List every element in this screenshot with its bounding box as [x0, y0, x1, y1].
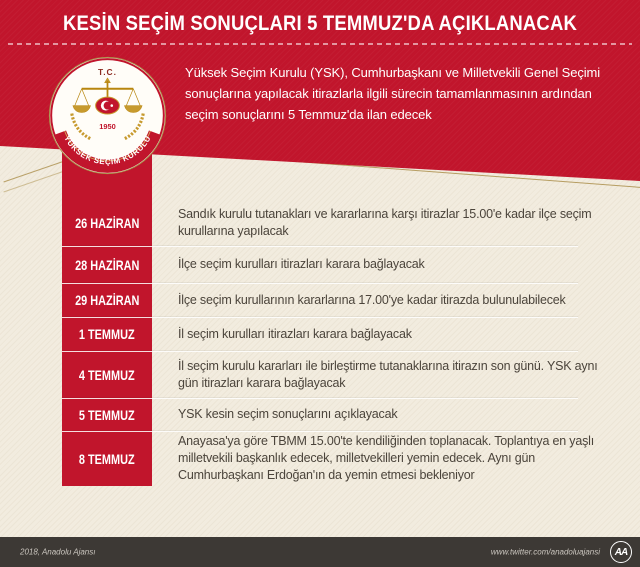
- timeline-row: [62, 351, 602, 398]
- timeline-row: [62, 200, 602, 246]
- logo-year: 1950: [99, 121, 116, 131]
- date-cell: [62, 200, 152, 246]
- date-cell: [62, 283, 152, 317]
- date-label: 8 TEMMUZ: [79, 450, 135, 467]
- timeline-row: [62, 317, 602, 351]
- dashed-divider: [8, 43, 632, 45]
- date-label: 5 TEMMUZ: [79, 406, 135, 423]
- credit-text: 2018, Anadolu Ajansı: [20, 547, 96, 557]
- page-title: KESİN SEÇİM SONUÇLARI 5 TEMMUZ'DA AÇIKLANACAK: [62, 12, 578, 35]
- date-cell: [62, 317, 152, 351]
- date-cell: [62, 246, 152, 283]
- aa-monogram: AA: [614, 546, 628, 558]
- timeline-row: [62, 246, 602, 283]
- date-cell: [62, 431, 152, 486]
- date-label: 29 HAZİRAN: [74, 292, 140, 308]
- timeline-row: [62, 398, 602, 431]
- row-description: İlçe seçim kurullarının kararlarına 17.00'ye kadar itirazda bulunulabilecek: [178, 292, 566, 307]
- date-label: 26 HAZİRAN: [74, 215, 140, 231]
- row-description: İl seçim kurulu kararları ile birleştirme tutanaklarına itirazın son günü. YSK aynı gün itirazları karara bağlayacak: [178, 358, 598, 390]
- row-description: YSK kesin seçim sonuçlarını açıklayacak: [178, 407, 398, 421]
- ysk-seal-logo: [48, 56, 167, 175]
- timeline-row: [62, 283, 602, 317]
- date-label: 4 TEMMUZ: [79, 366, 135, 383]
- row-description: İl seçim kurulları itirazları karara bağlayacak: [178, 326, 412, 341]
- date-cell: [62, 398, 152, 431]
- timeline-row: [62, 431, 602, 486]
- twitter-url: www.twitter.com/anadoluajansi: [490, 547, 600, 557]
- anadolu-agency-logo: [610, 541, 632, 563]
- logo-ring-text: YÜKSEK SEÇİM KURULU: [62, 133, 153, 167]
- footer-bar: [0, 537, 640, 567]
- logo-tc-label: T.C.: [98, 66, 117, 77]
- row-description: İlçe seçim kurulları itirazları karara bağlayacak: [178, 257, 425, 271]
- row-description: Sandık kurulu tutanakları ve kararlarına karşı itirazlar 15.00'e kadar ilçe seçim kurullarına yapılacak: [178, 207, 592, 238]
- crescent-star-emblem: [96, 97, 120, 114]
- date-label: 1 TEMMUZ: [79, 326, 135, 342]
- row-description: Anayasa'ya göre TBMM 15.00'te kendiliğinden toplanacak. Toplantıya en yaşlı milletvekili başkanlık edecek, milletvekilleri yemin edecek. Aynı gün Cumhurbaşkanı Erdoğan'ın da yemin etmesi bekleniyor: [178, 434, 594, 482]
- date-label: 28 HAZİRAN: [74, 256, 140, 273]
- banner-summary-text: Yüksek Seçim Kurulu (YSK), Cumhurbaşkanı ve Milletvekili Genel Seçimi sonuçlarına yapılacak itirazlarla ilgili sürecin tamamlanmasının ardından seçim sonuçlarını 5 Temmuz'da ilan edecek: [185, 65, 601, 122]
- timeline: [62, 200, 602, 486]
- date-cell: [62, 351, 152, 398]
